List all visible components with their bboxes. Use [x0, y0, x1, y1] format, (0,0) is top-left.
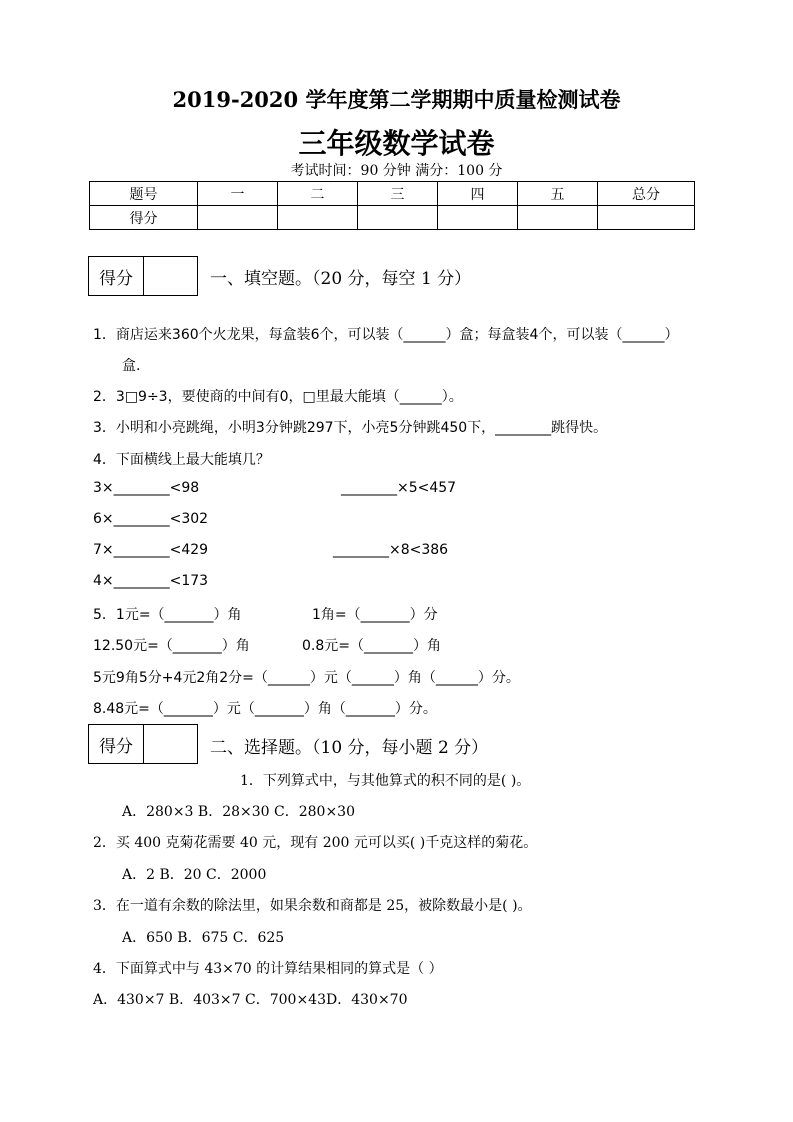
question-options: A．650 B．675 C．625 [122, 930, 285, 946]
section1-score-label: 得分 [89, 257, 144, 295]
question-line: 5．1元=（_______）角 [93, 607, 242, 623]
score-table-header-cell: 一 [198, 182, 278, 206]
question-line: 1角=（_______）分 [312, 607, 438, 623]
question-line: 12.50元=（_______）角 [93, 638, 250, 654]
score-table-header-cell: 五 [518, 182, 598, 206]
section2-score-label: 得分 [89, 725, 144, 763]
score-cell[interactable] [358, 206, 438, 230]
question-line: 1．下列算式中，与其他算式的积不同的是( )。 [240, 773, 531, 789]
score-cell[interactable] [598, 206, 695, 230]
score-table-header-cell: 四 [438, 182, 518, 206]
question-line: 2．3□9÷3，要使商的中间有0，□里最大能填（______）。 [93, 389, 463, 405]
question-options: A．280×3 B．28×30 C．280×30 [122, 804, 355, 820]
question-line: 4．下面横线上最大能填几？ [93, 452, 270, 468]
question-line: 5元9角5分+4元2角2分=（______）元（______）角（______）分。 [93, 670, 520, 686]
question-line: 8.48元=（_______）元（_______）角（_______）分。 [93, 701, 437, 717]
question-options: A．430×7 B．403×7 C．700×43D．430×70 [93, 992, 408, 1008]
score-cell[interactable] [198, 206, 278, 230]
question-line: 2．买 400 克菊花需要 40 元，现有 200 元可以买( )千克这样的菊花。 [93, 835, 538, 851]
section2-heading: 二、选择题。（10 分，每小题 2 分） [210, 738, 489, 758]
question-line: 1．商店运来360个火龙果，每盒装6个，可以装（______）盒；每盒装4个，可以装（______） [93, 327, 679, 343]
exam-subtitle: 三年级数学试卷 [298, 127, 495, 160]
score-table-header-cell: 二 [278, 182, 358, 206]
question-line: 0.8元=（_______）角 [302, 638, 441, 654]
question-options: A．2 B．20 C．2000 [122, 867, 267, 883]
question-line: ________×8<386 [333, 542, 449, 558]
score-table-header-cell: 总分 [598, 182, 695, 206]
question-line: 3×________<98 [93, 480, 200, 496]
question-line: 4．下面算式中与 43×70 的计算结果相同的算式是（ ） [93, 961, 443, 977]
score-table-header-row [90, 182, 695, 206]
question-line: ________×5<457 [341, 480, 457, 496]
score-table-header-cell: 题号 [90, 182, 198, 206]
section2-score-box [88, 724, 198, 764]
score-cell[interactable] [278, 206, 358, 230]
section2-score-field[interactable] [144, 725, 197, 763]
question-line: 7×________<429 [93, 542, 209, 558]
question-line: 盒. [122, 358, 141, 374]
score-table [89, 181, 695, 230]
exam-info: 考试时间：90 分钟 满分：100 分 [290, 163, 503, 179]
question-line: 3．小明和小亮跳绳，小明3分钟跳297下，小亮5分钟跳450下，________跳得快。 [93, 420, 608, 436]
score-table-header-cell: 三 [358, 182, 438, 206]
score-table-row-label: 得分 [90, 206, 198, 230]
question-line: 4×________<173 [93, 573, 209, 589]
section1-heading: 一、填空题。（20 分，每空 1 分） [210, 269, 472, 289]
score-cell[interactable] [518, 206, 598, 230]
exam-title: 2019-2020 学年度第二学期期中质量检测试卷 [172, 87, 621, 112]
section1-score-box [88, 256, 198, 296]
question-line: 3．在一道有余数的除法里，如果余数和商都是 25，被除数最小是( )。 [93, 898, 532, 914]
score-cell[interactable] [438, 206, 518, 230]
question-line: 6×________<302 [93, 511, 209, 527]
section1-score-field[interactable] [144, 257, 197, 295]
score-table-score-row [90, 206, 695, 230]
